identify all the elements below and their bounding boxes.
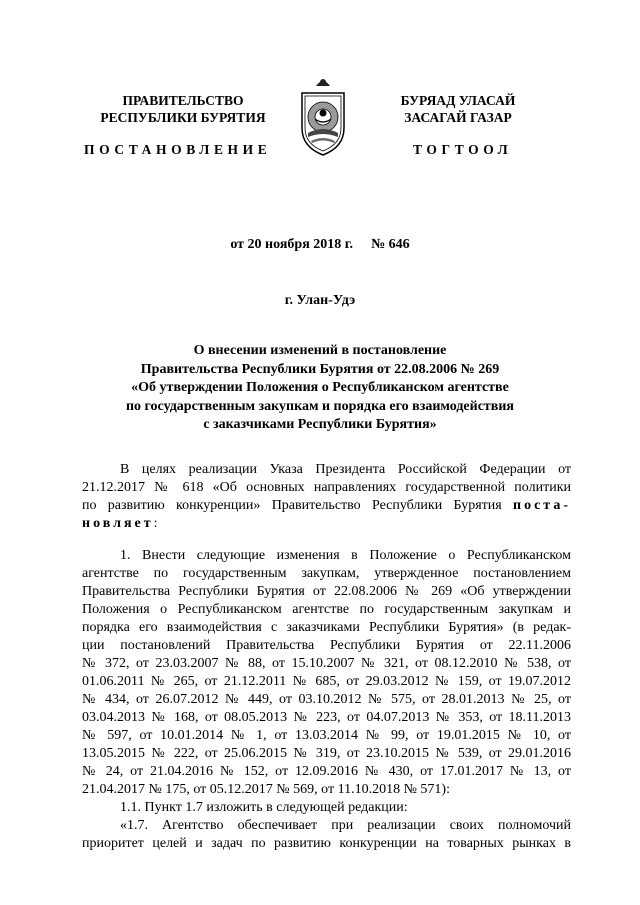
- header-right-block: [378, 92, 538, 126]
- coat-of-arms-emblem: [298, 73, 348, 158]
- body-line: приоритет целей и задач по развитию конкуренции на товарных рынках в: [82, 836, 571, 851]
- body-line: 01.06.2011 № 265, от 21.12.2011 № 685, от 29.03.2012 № 159, от 19.07.2012: [82, 674, 571, 689]
- body-line: № 597, от 10.01.2014 № 1, от 13.03.2014 № 99, от 19.01.2015 № 10, от: [82, 728, 571, 743]
- title-line: по государственным закупкам и порядка его взаимодействия: [125, 398, 514, 414]
- preamble-line: [82, 497, 571, 515]
- decree-word-part1: поста-: [513, 498, 572, 513]
- document-date: от 20 ноября 2018 г.: [230, 237, 354, 252]
- date-number-line: [0, 237, 640, 253]
- body-line: 1. Внести следующие изменения в Положение о Республиканском: [120, 548, 571, 563]
- decree-body: [82, 547, 571, 853]
- body-line: Положения о Республиканском агентстве по государственным закупкам и: [82, 602, 571, 617]
- preamble-colon: :: [153, 516, 158, 531]
- body-line: 13.05.2015 № 222, от 25.06.2015 № 319, от 23.10.2015 № 539, от 29.01.2016: [82, 746, 571, 761]
- body-line: ции постановлений Правительства Республики Бурятия от 22.11.2006: [82, 638, 571, 653]
- document-city: г. Улан-Удэ: [284, 293, 356, 308]
- body-line: «1.7. Агентство обеспечивает при реализации своих полномочий: [120, 818, 571, 833]
- document-type-ru: ПОСТАНОВЛЕНИЕ: [84, 142, 272, 157]
- body-line: порядка его взаимодействия с заказчиками Республики Бурятия» (в редак-: [82, 620, 571, 635]
- body-line: № 434, от 26.07.2012 № 449, от 03.10.2012 № 575, от 28.01.2013 № 25, от: [82, 692, 571, 707]
- header-right-line1: БУРЯАД УЛАСАЙ: [400, 93, 516, 108]
- preamble-paragraph: [82, 461, 571, 533]
- title-line: О внесении изменений в постановление: [193, 343, 447, 358]
- document-number: № 646: [371, 237, 410, 252]
- header-left-line2: РЕСПУБЛИКИ БУРЯТИЯ: [100, 110, 266, 125]
- body-line: 21.04.2017 № 175, от 05.12.2017 № 569, от 11.10.2018 № 571):: [82, 782, 450, 797]
- header-left-line1: ПРАВИТЕЛЬСТВО: [122, 93, 244, 108]
- decree-word-part2: новляет: [82, 516, 154, 531]
- preamble-line: В целях реализации Указа Президента Российской Федерации от: [120, 462, 571, 477]
- body-line: № 372, от 23.03.2007 № 88, от 15.10.2007 № 321, от 08.12.2010 № 538, от: [82, 656, 571, 671]
- title-line: Правительства Республики Бурятия от 22.08.2006 № 269: [140, 361, 500, 377]
- body-line: 1.1. Пункт 1.7 изложить в следующей редакции:: [120, 800, 408, 815]
- preamble-text: по развитию конкуренции» Правительство Республики Бурятия: [82, 498, 502, 513]
- body-line: агентстве по государственным закупкам, утвержденное постановлением: [82, 566, 571, 581]
- header-left-block: [98, 92, 268, 126]
- body-line: 03.04.2013 № 168, от 08.05.2013 № 223, от 04.07.2013 № 353, от 18.11.2013: [82, 710, 571, 725]
- title-line: «Об утверждении Положения о Республиканском агентстве: [131, 380, 509, 395]
- document-title: [80, 342, 560, 435]
- body-line: № 24, от 21.04.2016 № 152, от 12.09.2016 № 430, от 17.01.2017 № 13, от: [82, 764, 571, 779]
- title-line: с заказчиками Республики Бурятия»: [203, 417, 437, 432]
- preamble-line: [82, 515, 571, 533]
- header-right-line2: ЗАСАГАЙ ГАЗАР: [404, 110, 512, 125]
- document-type-bua: ТОГТООЛ: [413, 142, 513, 157]
- body-line: Правительства Республики Бурятия от 22.08.2006 № 269 «Об утверждении: [82, 584, 571, 599]
- preamble-line: 21.12.2017 № 618 «Об основных направлениях государственной политики: [82, 480, 571, 495]
